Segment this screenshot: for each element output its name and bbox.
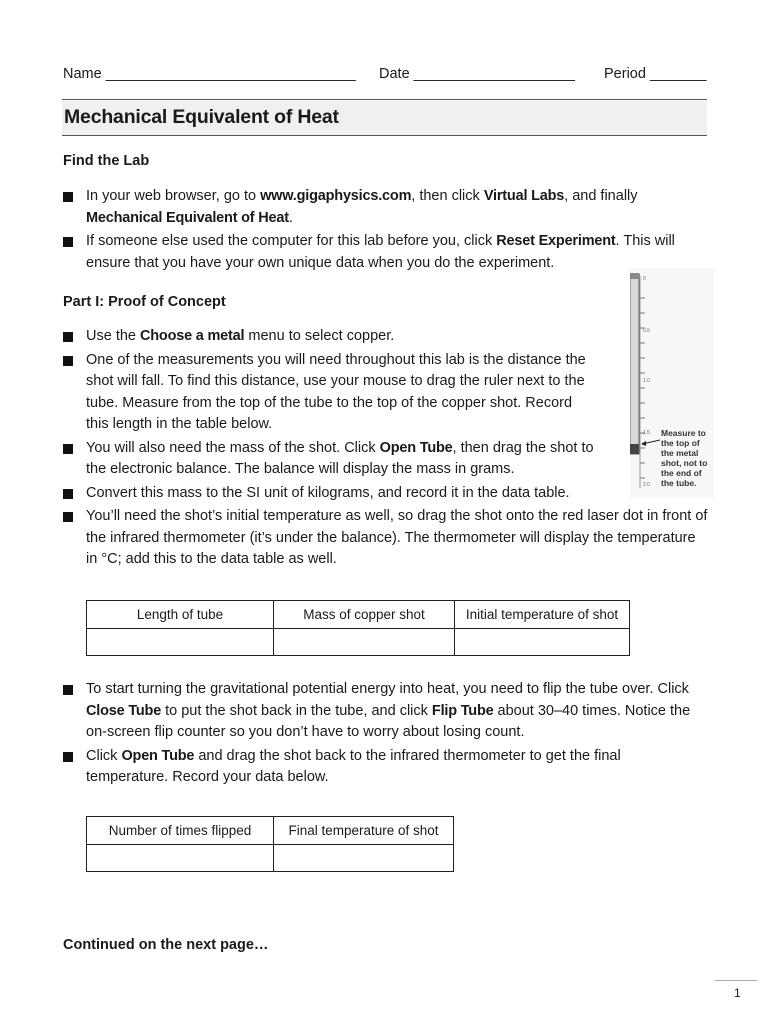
table-row [87, 845, 454, 872]
page-number-rule [715, 980, 757, 981]
text-run: , then drag the shot to the electronic balance. The balance will display the mass in grams. [86, 439, 594, 477]
text-run: One of the measurements you will need throughout this lab is the distance the shot will fall. To find this distance, use your mouse to drag the ruler next to the tube. Measure from the top of the tube to the top of the copper shot. Record this length in the table below. [86, 351, 586, 432]
date-label: Date [379, 66, 410, 82]
keyword-open-tube: Open Tube [379, 439, 453, 456]
table-header-row [87, 817, 454, 845]
tube-cap-icon [630, 273, 640, 279]
text-run: Convert this mass to the SI unit of kilograms, and record it in the data table. [86, 484, 570, 501]
keyword-virtual-labs: Virtual Labs [483, 188, 565, 204]
keyword-lab-name: Mechanical Equivalent of Heat [86, 209, 289, 226]
name-field[interactable] [63, 66, 356, 82]
list-item [63, 746, 661, 789]
text-run: to put the shot back in the tube, and click [161, 702, 432, 719]
name-blank: _______________________________ [105, 66, 356, 82]
ruler-label: 0 [643, 276, 646, 282]
text-run: menu to select copper. [244, 328, 395, 344]
entry-cell-final-temp[interactable] [274, 845, 454, 872]
data-table-1 [86, 600, 630, 656]
text-run: . This will ensure that you have your own unique data when you do the experiment. [86, 233, 675, 271]
title-band [62, 101, 707, 136]
table-header: Number of times flipped [87, 817, 274, 845]
part1-list [63, 326, 708, 573]
text-run: , and finally [564, 188, 638, 204]
ruler-label: 0.5 [643, 328, 650, 334]
text-run: In your web browser, go to [86, 188, 261, 204]
text-run: Click [86, 747, 122, 764]
ruler-label: 1.5 [643, 430, 650, 436]
list-item [63, 350, 596, 436]
text-run: about 30–40 times. Notice the on-screen flip counter so you don’t have to worry about losing count. [86, 702, 691, 740]
section-heading-find-lab: Find the Lab [63, 153, 150, 169]
text-run: You’ll need the shot’s initial temperature as well, so drag the shot onto the red laser dot in front of the infrared thermometer (it’s under the balance). The thermometer will display the temperature in °C; add this to the data table as well. [86, 508, 708, 567]
period-field[interactable] [604, 66, 706, 82]
name-label: Name [63, 66, 102, 82]
page-number: 1 [734, 986, 741, 1000]
keyword-choose-metal: Choose a metal [140, 328, 245, 344]
table-header: Final temperature of shot [274, 817, 454, 845]
list-item [63, 679, 708, 744]
text-run: You will also need the mass of the shot. Click [86, 439, 380, 456]
keyword-reset-experiment: Reset Experiment [496, 233, 616, 249]
list-item [63, 483, 708, 505]
metal-shot-icon [630, 444, 639, 454]
text-run: , then click [411, 188, 484, 204]
period-blank: _______ [649, 66, 707, 82]
period-label: Period [604, 66, 646, 82]
text-run: To start turning the gravitational potential energy into heat, you need to flip the tube over. Click [86, 681, 689, 697]
continued-note: Continued on the next page… [63, 937, 269, 953]
list-item [63, 231, 708, 274]
table-row [87, 629, 630, 656]
text-run: . [288, 209, 293, 226]
find-lab-list [63, 186, 708, 276]
figure-note: Measure to the top of the metal shot, not to the end of the tube. [661, 428, 708, 488]
page-title: Mechanical Equivalent of Heat [64, 106, 339, 128]
ruler-label: 1.0 [643, 378, 650, 384]
table-header: Mass of copper shot [274, 601, 455, 629]
link-gigaphysics: www.gigaphysics.com [260, 188, 412, 204]
section-heading-part1: Part I: Proof of Concept [63, 294, 226, 310]
entry-cell-flips[interactable] [87, 845, 274, 872]
keyword-close-tube: Close Tube [86, 702, 162, 719]
date-blank: ____________________ [413, 66, 575, 82]
ruler-label: 2.0 [643, 482, 650, 488]
text-run: Use the [86, 328, 140, 344]
keyword-open-tube: Open Tube [121, 747, 195, 764]
list-item [63, 326, 708, 348]
text-run: and drag the shot back to the infrared thermometer to get the final temperature. Record your data below. [86, 747, 621, 785]
date-field[interactable] [379, 66, 575, 82]
list-item [63, 506, 708, 571]
data-table-2 [86, 816, 454, 872]
keyword-flip-tube: Flip Tube [431, 702, 494, 719]
entry-cell-length[interactable] [87, 629, 274, 656]
table-header: Length of tube [87, 601, 274, 629]
table-header: Initial temperature of shot [455, 601, 630, 629]
text-run: If someone else used the computer for this lab before you, click [86, 233, 497, 249]
part2-list [63, 679, 708, 791]
list-item [63, 186, 708, 229]
list-item [63, 438, 596, 481]
tube-icon [630, 276, 639, 454]
entry-cell-initial-temp[interactable] [455, 629, 630, 656]
table-header-row [87, 601, 630, 629]
title-top-rule [62, 99, 707, 100]
entry-cell-mass[interactable] [274, 629, 455, 656]
